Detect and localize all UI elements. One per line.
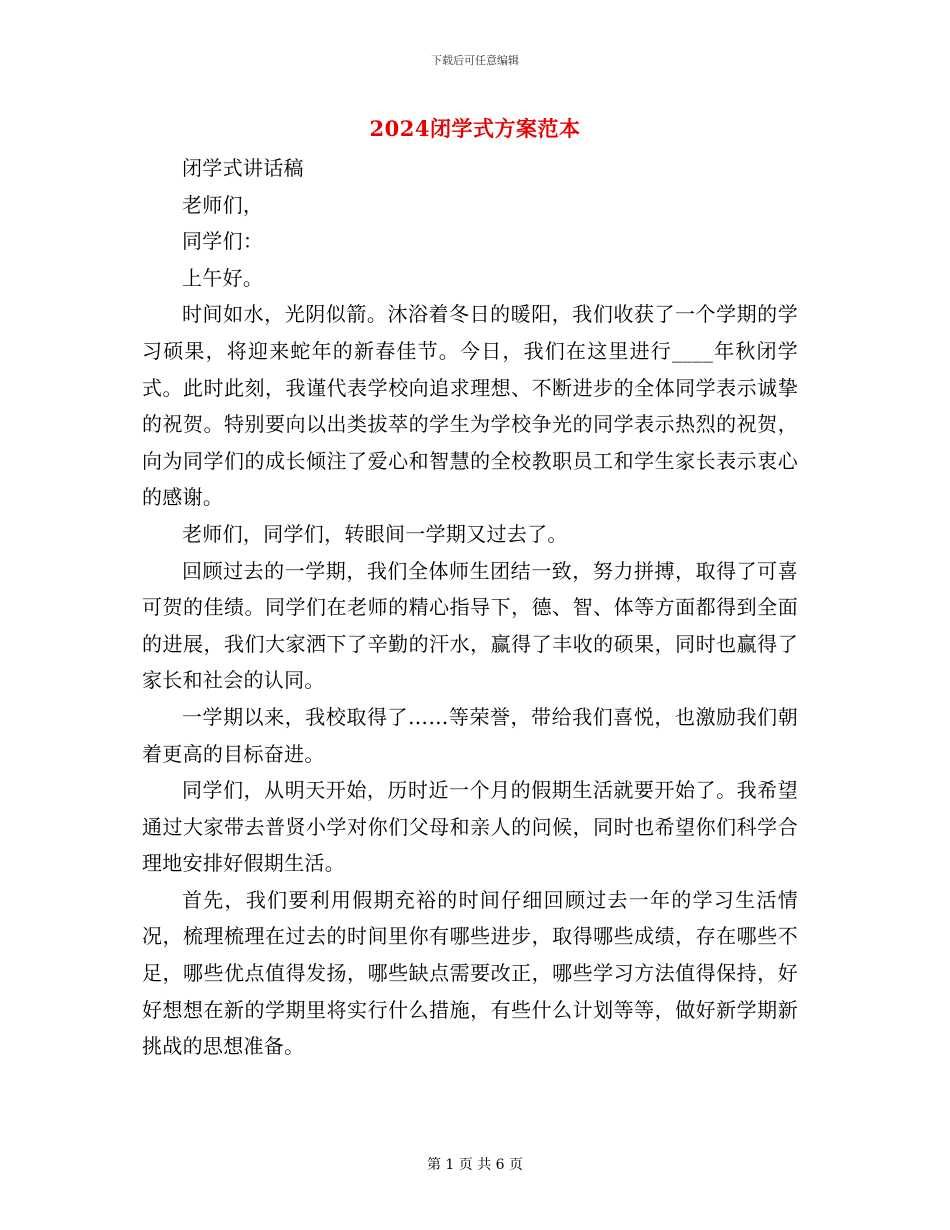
paragraph-greeting-students: 同学们： [182, 229, 264, 254]
paragraph-honors: 一学期以来，我校取得了……等荣誉，带给我们喜悦，也激励我们朝着更高的目标奋进。 [142, 704, 798, 766]
header-note: 下载后可任意编辑 [431, 54, 519, 67]
page-number: 第 1 页 共 6 页 [426, 1157, 524, 1173]
document-body [142, 150, 798, 1065]
document-title: 2024闭学式方案范本 [369, 116, 581, 141]
paragraph-first-advice: 首先，我们要利用假期充裕的时间仔细回顾过去一年的学习生活情况，梳理梳理在过去的时间里你有哪些进步，取得哪些成绩，存在哪些不足，哪些优点值得发扬，哪些缺点需要改正，哪些学习方法值得保持，好好想想在新的学期里将实行什么措施，有些什么计划等等，做好新学期新挑战的思想准备。 [142, 887, 798, 1059]
paragraph-speech-heading: 闭学式讲话稿 [182, 156, 304, 180]
paragraph-holiday: 同学们，从明天开始，历时近一个月的假期生活就要开始了。我希望通过大家带去普贤小学对你们父母和亲人的问候，同时也希望你们科学合理地安排好假期生活。 [142, 778, 798, 876]
paragraph-transition: 老师们，同学们，转眼间一学期又过去了。 [182, 521, 568, 546]
paragraph-review: 回顾过去的一学期，我们全体师生团结一致，努力拼搏，取得了可喜可贺的佳绩。同学们在老师的精心指导下，德、智、体等方面都得到全面的进展，我们大家洒下了辛勤的汗水，赢得了丰收的硕果，同时也赢得了家长和社会的认同。 [142, 558, 798, 693]
paragraph-greeting-teachers: 老师们， [182, 192, 264, 217]
paragraph-good-morning: 上午好。 [182, 265, 264, 290]
paragraph-opening: 时间如水，光阴似箭。沐浴着冬日的暖阳，我们收获了一个学期的学习硕果，将迎来蛇年的新春佳节。今日，我们在这里进行____年秋闭学式。此时此刻，我谨代表学校向追求理想、不断进步的全体同学表示诚挚的祝贺。特别要向以出类拔萃的学生为学校争光的同学表示热烈的祝贺，向为同学们的成长倾注了爱心和智慧的全校教职员工和学生家长表示衷心的感谢。 [142, 302, 798, 510]
